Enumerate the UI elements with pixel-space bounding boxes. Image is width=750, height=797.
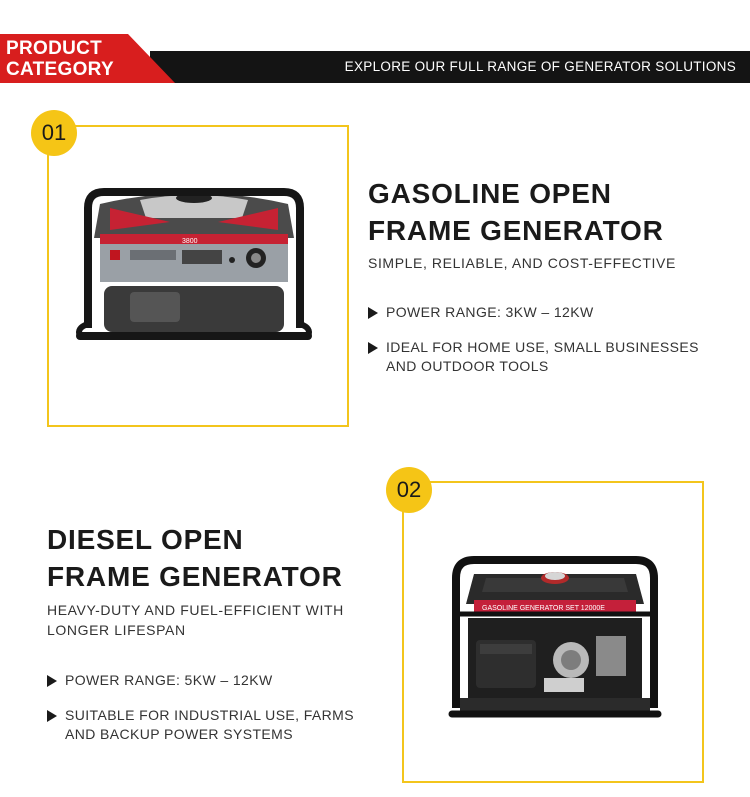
bullet-text: POWER RANGE: 5KW – 12KW	[65, 672, 273, 688]
bullet-01-b	[368, 338, 738, 376]
gasoline-generator-image[interactable]	[70, 178, 318, 354]
diesel-generator-image[interactable]	[446, 548, 664, 724]
triangle-bullet-icon	[368, 307, 378, 319]
bullet-02-a	[47, 671, 387, 690]
number-badge-01: 01	[31, 110, 77, 156]
header-tagline: EXPLORE OUR FULL RANGE OF GENERATOR SOLUTIONS	[344, 59, 736, 74]
triangle-bullet-icon	[47, 710, 57, 722]
bullet-02-b	[47, 706, 392, 744]
triangle-bullet-icon	[47, 675, 57, 687]
bullet-text: POWER RANGE: 3KW – 12KW	[386, 304, 594, 320]
product-subtitle-01: SIMPLE, RELIABLE, AND COST-EFFECTIVE	[368, 255, 676, 271]
category-header	[0, 0, 750, 90]
panel-model-label: 3800	[182, 238, 198, 245]
bullet-text: SUITABLE FOR INDUSTRIAL USE, FARMS AND BACKUP POWER SYSTEMS	[65, 707, 354, 742]
category-title: PRODUCT CATEGORY	[6, 38, 114, 80]
bullet-text: IDEAL FOR HOME USE, SMALL BUSINESSES AND OUTDOOR TOOLS	[386, 339, 699, 374]
number-badge-02: 02	[386, 467, 432, 513]
product-subtitle-02: HEAVY-DUTY AND FUEL-EFFICIENT WITH LONGER LIFESPAN	[47, 602, 344, 638]
product-title-01: GASOLINE OPEN FRAME GENERATOR	[368, 178, 664, 246]
bullet-01-a	[368, 303, 728, 322]
panel-model-label: GASOLINE GENERATOR SET 12000E	[482, 605, 605, 612]
product-title-02: DIESEL OPEN FRAME GENERATOR	[47, 524, 343, 592]
triangle-bullet-icon	[368, 342, 378, 354]
